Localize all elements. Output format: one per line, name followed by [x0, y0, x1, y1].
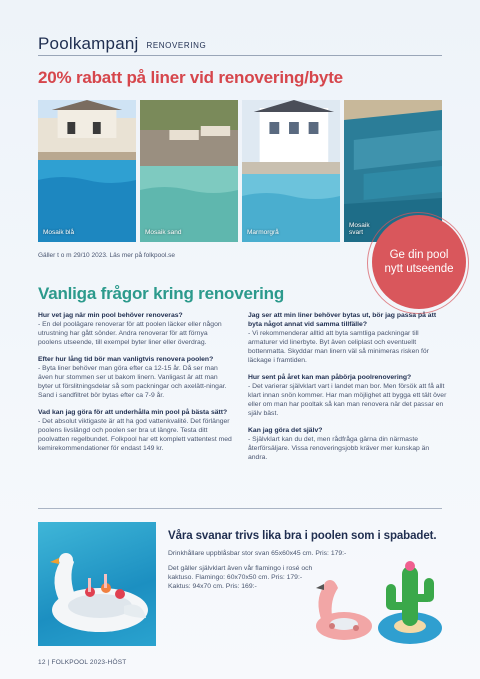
header-section: RENOVERING [146, 41, 207, 50]
pool-photo-icon [140, 100, 238, 242]
faq-question: Kan jag göra det själv? [248, 426, 323, 434]
faq-question: Vad kan jag göra för att underhålla min pool på bästa sätt? [38, 408, 228, 416]
faq-answer: - Det varierar självklart vart i landet man bor. Men försök att få allt klart innan snön kommer. Har man möjlighet att bygga ett tält över eller om man har pooltak så kan man renovera när det passar en själv bäst. [248, 382, 447, 417]
faq-question: Hur sent på året kan man påbörja poolrenovering? [248, 373, 412, 381]
swan-photo [38, 522, 156, 646]
swan-float-text: Drinkhållare uppblåsbar stor svan 65x60x45 cm. Pris: 179:- [168, 550, 347, 557]
flamingo-cactus-text: Det gäller självklart även vår flamingo i rosé och kaktuso. Flamingo: 60x70x50 cm. Pris: 179:- Kaktus: 94x70 cm. Pris: 169:- [168, 565, 313, 590]
promo-badge [372, 215, 466, 309]
pool-photo-icon [242, 100, 340, 242]
section-divider [38, 508, 442, 509]
faq-item [38, 356, 233, 401]
faq-answer: - En del poolägare renoverar för att poolen läcker eller någon utrustning har gått sönder. Andra renoverar för att förnya poolens utseende, till exempel byter liner eller överdrag. [38, 320, 222, 346]
page-footer: 12 | FOLKPOOL 2023-HÖST [38, 659, 127, 666]
promo-title: 20% rabatt på liner vid renovering/byte [38, 68, 343, 87]
photo-label: Mosaik svart [349, 221, 370, 236]
badge-text: Ge din pool nytt utseende [384, 248, 454, 275]
faq-question: Hur vet jag när min pool behöver renoveras? [38, 312, 183, 319]
faq-column-left [38, 312, 233, 462]
pool-photo-icon [38, 100, 136, 242]
photo-label: Mosaik sand [145, 228, 182, 236]
page-header [38, 34, 442, 56]
faq-question: Efter hur lång tid bör man vanligtvis renovera poolen? [38, 355, 214, 363]
floats-illustration [310, 556, 450, 648]
liner-photo-strip [38, 100, 442, 242]
flamingo-float-icon [310, 556, 380, 648]
photo-marmorgra [242, 100, 340, 242]
faq-item [38, 312, 233, 348]
faq-item [38, 409, 233, 454]
header-title: Poolkampanj [38, 34, 139, 53]
faq-item [248, 427, 448, 463]
faq-title: Vanliga frågor kring renovering [38, 284, 285, 303]
offer-validity: Gäller t o m 29/10 2023. Läs mer på folkpool.se [38, 252, 175, 259]
floats-title: Våra svanar trivs lika bra i poolen som i spabadet. [168, 530, 437, 542]
photo-label: Marmorgrå [247, 228, 279, 236]
swan-float-icon [38, 522, 156, 646]
photo-mosaik-bla [38, 100, 136, 242]
photo-label: Mosaik blå [43, 228, 75, 236]
faq-item [248, 312, 448, 366]
faq-question: Jag ser att min liner behöver bytas ut, bör jag passa på att byta något annat vid samma tillfälle? [248, 312, 437, 328]
cactus-float-icon [374, 556, 446, 648]
faq-answer: - Det absolut viktigaste är att ha god vattenkvalité. Det förlänger poolens livslängd och poolen ser bra ut längre. Testa ditt poolvatten regelbundet. Folkpool har ett komplett vattentest med kemirekommendationer för endast 149 kr. [38, 417, 232, 452]
faq-column-right [248, 312, 448, 471]
faq-answer: - Vi rekommenderar alltid att byta samtliga packningar till armaturer vid linerbyte. Byt även celiplast och eventuellt bottenmatta. Skyddar man linern väl så minimeras risken för läckage i framtiden. [248, 329, 429, 364]
faq-answer: - Byta liner behöver man göra efter ca 12-15 år. Då ser man även hur stommen ser ut bakom linern. Vanligast är att man byter ut förslitningsdelar så som packningar och axelätt-ningar. Sand i sandfiltret bör bytas efter ca 7-9 år. [38, 364, 227, 399]
faq-answer: - Självklart kan du det, men rådfråga gärna din närmaste återförsäljare. Vissa renoveringsjobb kräver mer kunskap än andra. [248, 435, 430, 461]
photo-mosaik-sand [140, 100, 238, 242]
faq-item [248, 374, 448, 419]
